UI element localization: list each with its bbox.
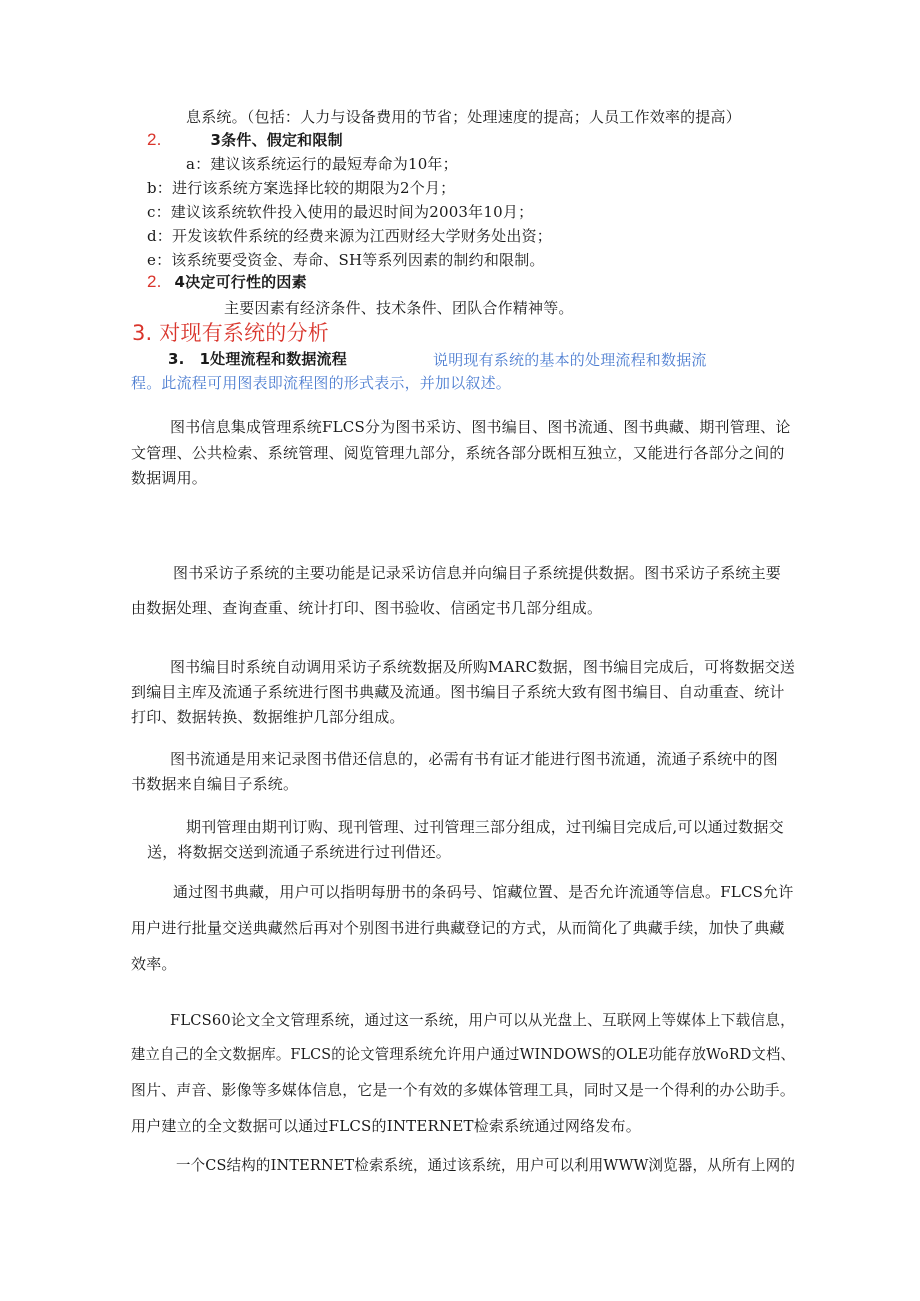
paragraph-7-line-2: 建立自己的全文数据库。FLCS的论文管理系统允许用户通过WINDOWS的OLE功能存放WoRD文档、 [131,1045,795,1063]
main-factors-text: 主要因素有经济条件、技术条件、团队合作精神等。 [224,299,574,317]
paragraph-1-line-3: 数据调用。 [131,469,208,487]
paragraph-6-line-2: 用户进行批量交送典藏然后再对个别图书进行典藏登记的方式，从而简化了典藏手续，加快了典藏 [131,919,785,937]
paragraph-8-line-1: 一个CS结构的INTERNET检索系统，通过该系统，用户可以利用WWW浏览器，从所有上网的 [176,1156,796,1174]
condition-e: e：该系统要受资金、寿命、SH等系列因素的制约和限制。 [147,251,545,269]
section-3-1-heading [168,349,347,369]
paragraph-2-line-1: 图书采访子系统的主要功能是记录采访信息并向编目子系统提供数据。图书采访子系统主要 [173,564,782,582]
paragraph-2-line-2: 由数据处理、查询查重、统计打印、图书验收、信函定书几部分组成。 [131,599,603,617]
paragraph-4-line-1: 图书流通是用来记录图书借还信息的，必需有书有证才能进行图书流通，流通子系统中的图 [170,750,779,768]
paragraph-4-line-2: 书数据来自编目子系统。 [131,775,299,793]
paragraph-7-line-4: 用户建立的全文数据可以通过FLCS的INTERNET检索系统通过网络发布。 [131,1117,641,1135]
chapter-3-heading: 3. 对现有系统的分析 [132,321,329,345]
section-3-1-description-2: 程。此流程可用图表即流程图的形式表示，并加以叙述。 [131,374,512,392]
section-3-1-number: 3. [168,350,185,368]
paragraph-7-line-3: 图片、声音、影像等多媒体信息，它是一个有效的多媒体管理工具，同时又是一个得利的办公助手。 [131,1081,795,1099]
text-line-benefits: 息系统。（包括：人力与设备费用的节省；处理速度的提高；人员工作效率的提高） [186,108,741,126]
section-2-4-title: 4决定可行性的因素 [174,273,307,291]
paragraph-3-line-3: 打印、数据转换、数据维护几部分组成。 [131,708,405,726]
condition-c: c：建议该系统软件投入使用的最迟时间为2003年10月； [147,203,534,221]
paragraph-3-line-2: 到编目主库及流通子系统进行图书典藏及流通。图书编目子系统大致有图书编目、自动重查、统计 [131,683,785,701]
paragraph-5-line-1: 期刊管理由期刊订购、现刊管理、过刊管理三部分组成，过刊编目完成后,可以通过数据交 [186,818,784,836]
condition-b: b：进行该系统方案选择比较的期限为2个月； [147,179,456,197]
section-3-1-title: 1处理流程和数据流程 [199,350,347,368]
section-3-1-description-1: 说明现有系统的基本的处理流程和数据流 [433,351,707,369]
section-2-4-heading [147,272,307,292]
paragraph-1-line-2: 文管理、公共检索、系统管理、阅览管理九部分，系统各部分既相互独立，又能进行各部分之间的 [131,444,785,462]
paragraph-6-line-3: 效率。 [131,955,177,973]
paragraph-6-line-1: 通过图书典藏，用户可以指明每册书的条码号、馆藏位置、是否允许流通等信息。FLCS允许 [173,883,794,901]
section-2-3-title: 3条件、假定和限制 [210,131,343,149]
condition-a: a：建议该系统运行的最短寿命为10年； [186,155,458,173]
section-2-3-heading [147,130,343,150]
condition-d: d：开发该软件系统的经费来源为江西财经大学财务处出资； [147,227,553,245]
section-2-3-number: 2. [147,130,162,149]
paragraph-3-line-1: 图书编目时系统自动调用采访子系统数据及所购MARC数据，图书编目完成后，可将数据交送 [170,658,795,676]
paragraph-5-line-2: 送，将数据交送到流通子系统进行过刊借还。 [147,843,452,861]
paragraph-7-line-1: FLCS60论文全文管理系统，通过这一系统，用户可以从光盘上、互联网上等媒体上下载信息， [170,1011,795,1029]
paragraph-1-line-1: 图书信息集成管理系统FLCS分为图书采访、图书编目、图书流通、图书典藏、期刊管理、论 [170,418,791,436]
section-2-4-number: 2. [147,272,162,291]
